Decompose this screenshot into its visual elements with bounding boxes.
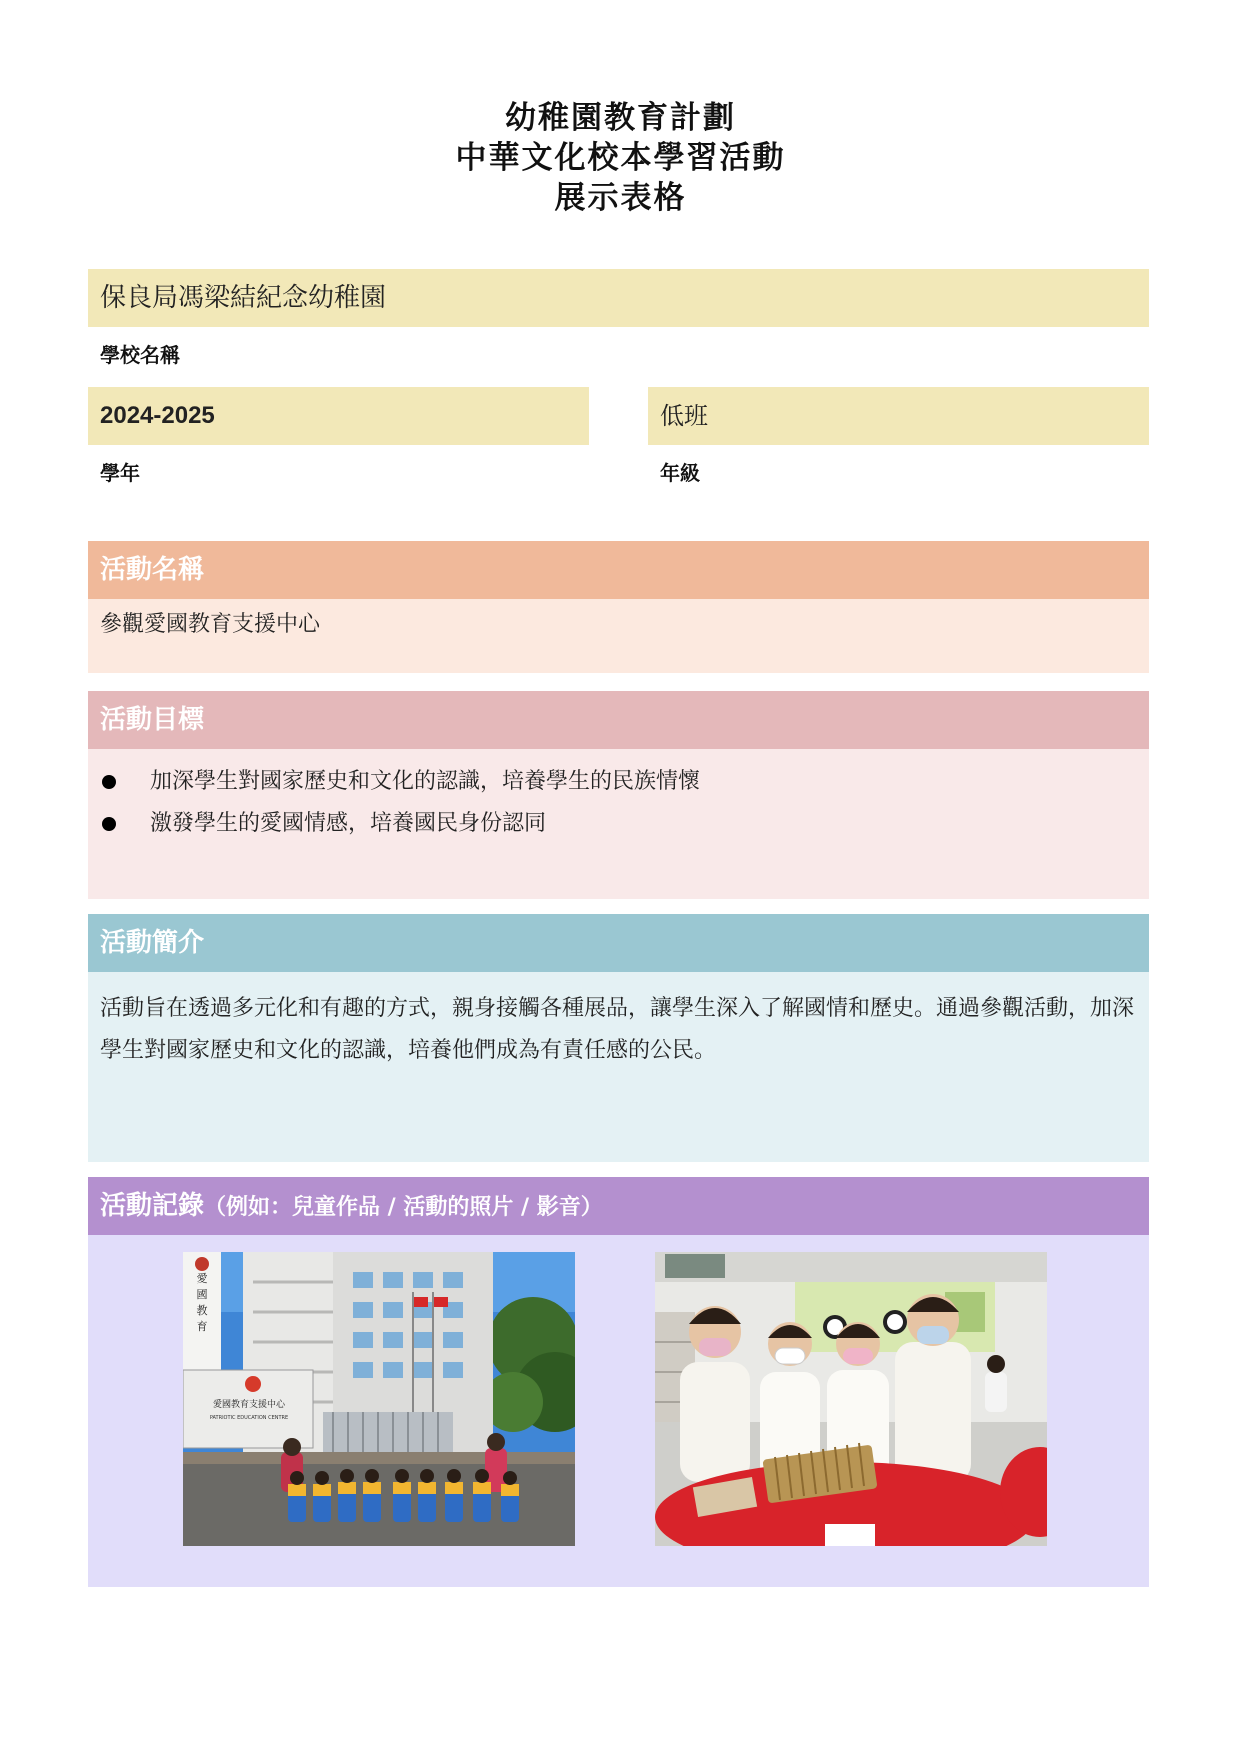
objective-text: 激發學生的愛國情感，培養國民身份認同 xyxy=(150,811,547,836)
records-heading-title: 活動記錄 xyxy=(100,1191,205,1221)
title-line-3: 展示表格 xyxy=(554,180,687,216)
objectives-section xyxy=(88,691,1149,899)
svg-text:愛: 愛 xyxy=(196,1272,208,1285)
introduction-heading: 活動簡介 xyxy=(88,914,1149,972)
records-heading-subtitle: （例如：兒童作品 / 活動的照片 / 影音） xyxy=(204,1195,603,1220)
objectives-body xyxy=(88,749,1149,899)
objective-item xyxy=(100,761,1137,803)
introduction-text: 活動旨在透過多元化和有趣的方式，親身接觸各種展品，讓學生深入了解國情和歷史。通過參觀活動，加深學生對國家歷史和文化的認識，培養他們成為有責任感的公民。 xyxy=(88,972,1149,1162)
objectives-list xyxy=(100,761,1137,845)
sign-text: 愛國教育支援中心 xyxy=(212,1400,286,1410)
grade-field: 低班 xyxy=(648,387,1149,445)
school-year-label: 學年 xyxy=(100,461,140,485)
page-title xyxy=(0,98,1241,218)
photo-classroom-activity xyxy=(655,1252,1047,1546)
svg-text:育: 育 xyxy=(196,1320,208,1333)
sign-text-en: PATRIOTIC EDUCATION CENTRE xyxy=(209,1415,289,1421)
school-name-field: 保良局馮梁結紀念幼稚園 xyxy=(88,269,1149,327)
svg-text:教: 教 xyxy=(196,1304,208,1317)
introduction-section xyxy=(88,914,1149,1162)
photo-building-visit xyxy=(183,1252,575,1546)
objective-text: 加深學生對國家歷史和文化的認識，培養學生的民族情懷 xyxy=(150,769,701,794)
activity-name-heading: 活動名稱 xyxy=(88,541,1149,599)
activity-name-value: 參觀愛國教育支援中心 xyxy=(88,599,1149,673)
title-line-2: 中華文化校本學習活動 xyxy=(455,140,786,176)
objective-item xyxy=(100,803,1137,845)
records-body xyxy=(88,1235,1149,1587)
photo-building-visit-image xyxy=(183,1252,575,1546)
school-year-field: 2024-2025 xyxy=(88,387,589,445)
photo-classroom-activity-image xyxy=(655,1252,1047,1546)
records-section xyxy=(88,1177,1149,1587)
grade-label: 年級 xyxy=(660,461,700,485)
title-line-1: 幼稚園教育計劃 xyxy=(505,100,736,136)
records-heading xyxy=(88,1177,1149,1235)
objectives-heading: 活動目標 xyxy=(88,691,1149,749)
bullet-icon xyxy=(102,817,116,831)
bullet-icon xyxy=(102,775,116,789)
activity-name-section xyxy=(88,541,1149,673)
svg-text:國: 國 xyxy=(196,1288,208,1301)
school-name-label: 學校名稱 xyxy=(100,343,180,367)
